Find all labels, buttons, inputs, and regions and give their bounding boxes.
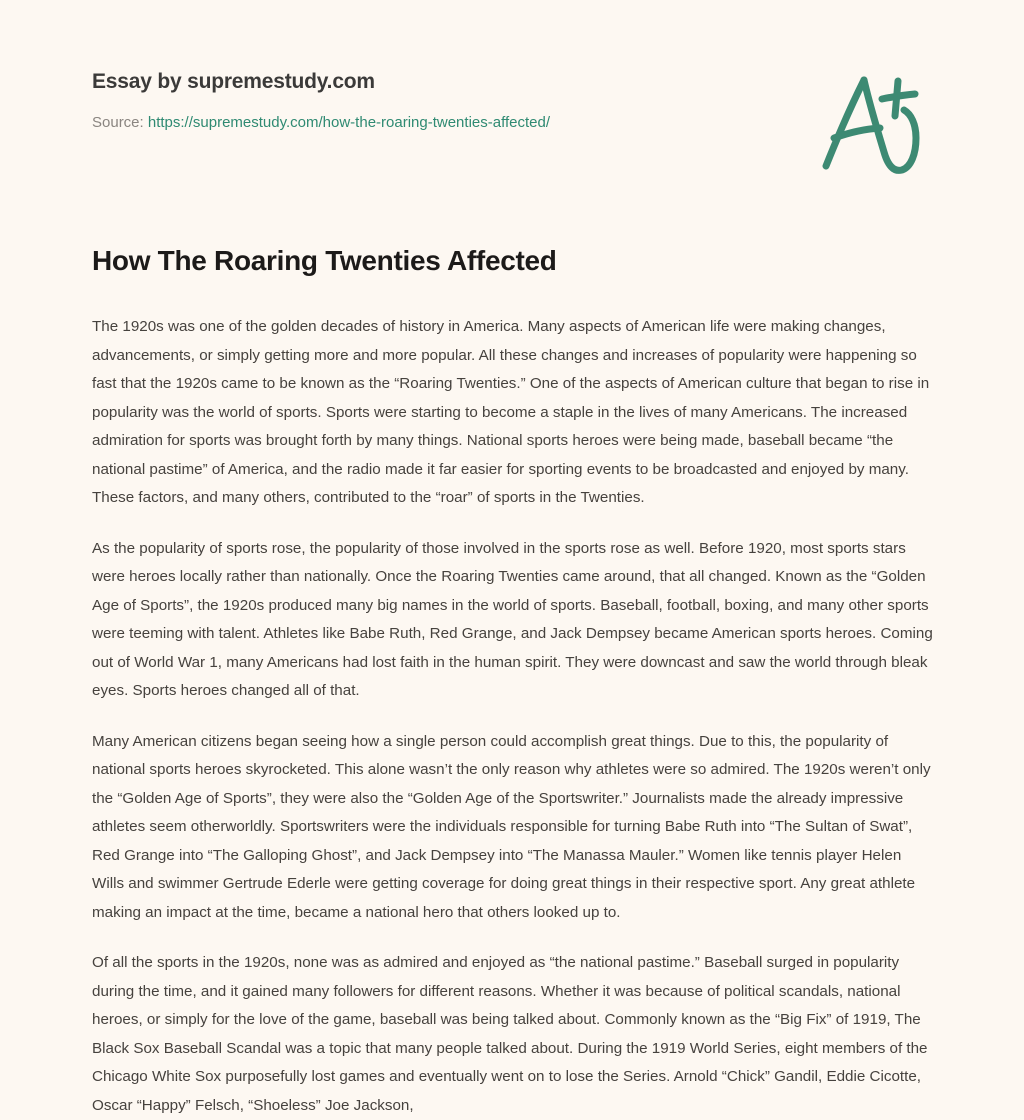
article-paragraph: Of all the sports in the 1920s, none was as admired and enjoyed as “the national pastime.” Baseball surged in popularity during the time, and it gained many followers for different reasons. Whether it was because of political scandals, national heroes, or simply for the love of the game, baseball was being talked about. Commonly known as the “Big Fix” of 1919, The Black Sox Baseball Scandal was a topic that many people talked about. During the 1919 World Series, eight members of the Chicago White Sox purposefully lost games and eventually went on to lose the Series. Arnold “Chick” Gandil, Eddie Cicotte, Oscar “Happy” Felsch, “Shoeless” Joe Jackson, (92, 954, 928, 1114)
page-title: How The Roaring Twenties Affected (92, 245, 557, 276)
source-line (92, 112, 550, 134)
article-paragraph: Many American citizens began seeing how a single person could accomplish great things. Due to this, the popularity of national sports heroes skyrocketed. This alone wasn’t the only reason why athletes were so admired. The 1920s weren’t only the “Golden Age of Sports”, they were also the “Golden Age of the Sportswriter.” Journalists made the already impressive athletes seem otherworldly. Sportswriters were the individuals responsible for turning Babe Ruth into “The Sultan of Swat”, Red Grange into “The Galloping Ghost”, and Jack Dempsey into “The Manassa Mauler.” Women like tennis player Helen Wills and swimmer Gertrude Ederle were getting coverage for doing great things in their respective sport. Any great athlete making an impact at the time, became a national hero that others looked up to. (92, 732, 931, 921)
page-header (0, 0, 1024, 200)
article-paragraph: As the popularity of sports rose, the popularity of those involved in the sports rose as well. Before 1920, most sports stars were heroes locally rather than nationally. Once the Roaring Twenties came around, that all changed. Known as the “Golden Age of Sports”, the 1920s produced many big names in the world of sports. Baseball, football, boxing, and many other sports were teeming with talent. Athletes like Babe Ruth, Red Grange, and Jack Dempsey became American sports heroes. Coming out of World War 1, many Americans had lost faith in the human spirit. They were downcast and saw the world through bleak eyes. Sports heroes changed all of that. (92, 539, 933, 699)
a-plus-logo-icon[interactable] (812, 66, 932, 182)
source-url-link[interactable]: https://supremestudy.com/how-the-roaring-twenties-affected/ (147, 114, 551, 131)
article-paragraph: The 1920s was one of the golden decades of history in America. Many aspects of American life were making changes, advancements, or simply getting more and more popular. All these changes and increases of popularity were happening so fast that the 1920s came to be known as the “Roaring Twenties.” One of the aspects of American culture that began to rise in popularity was the world of sports. Sports were starting to become a staple in the lives of many Americans. The increased admiration for sports was brought forth by many things. National sports heroes were being made, baseball became “the national pastime” of America, and the radio made it far easier for sporting events to be broadcasted and enjoyed by many. These factors, and many others, contributed to the “roar” of sports in the Twenties. (92, 318, 930, 506)
brand-title: Essay by supremestudy.com (92, 70, 375, 93)
article (92, 243, 934, 1120)
source-label: Source: (92, 114, 144, 131)
article-body (92, 313, 934, 1120)
brand-block (92, 68, 550, 134)
